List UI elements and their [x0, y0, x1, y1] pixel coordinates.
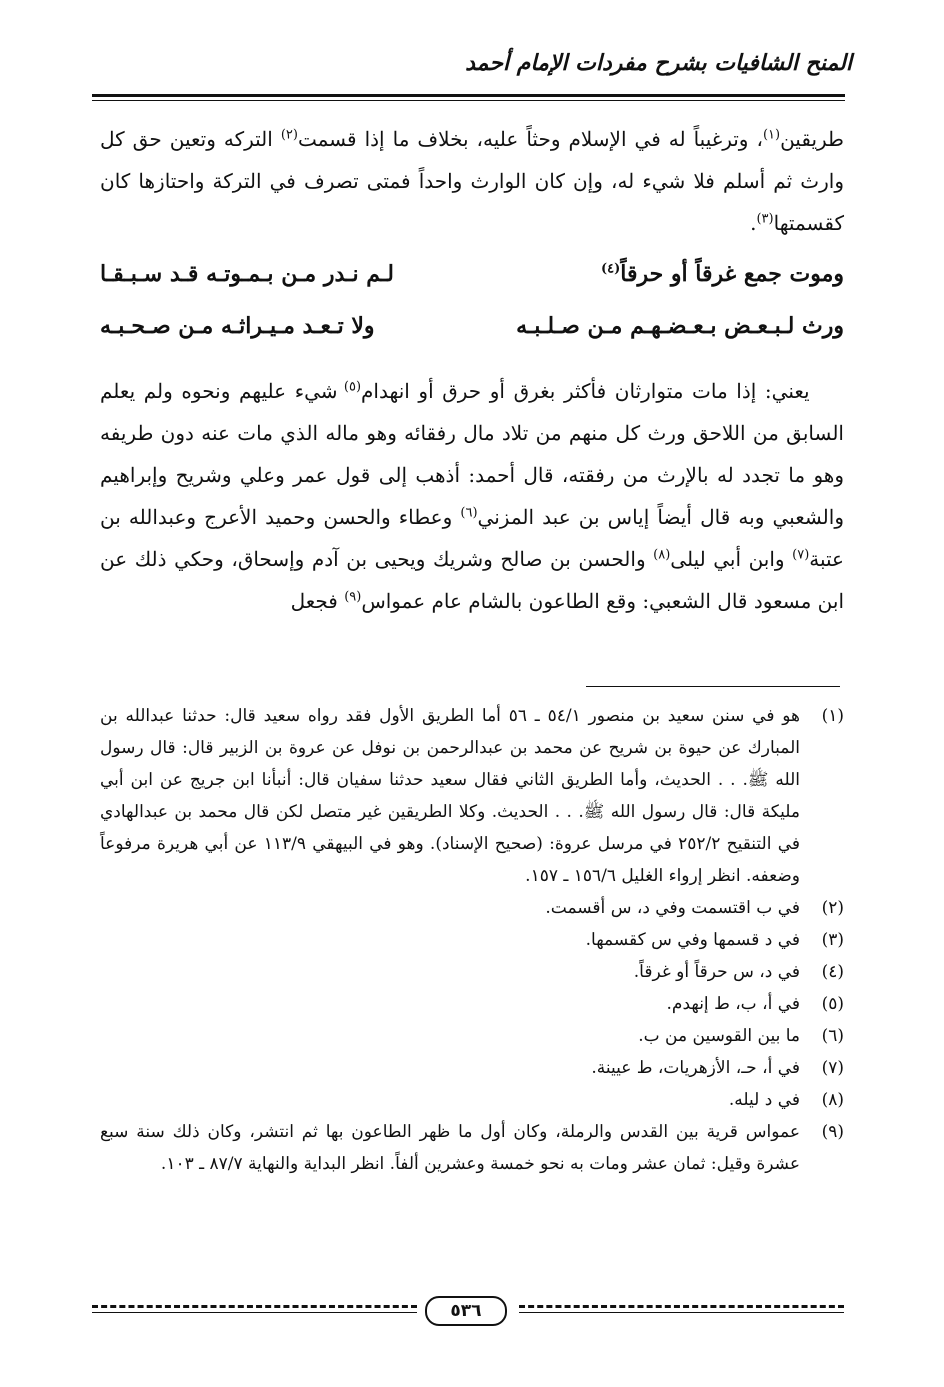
footnote-marker[interactable]: (٨) [653, 547, 671, 563]
verse-text: وموت جمع غرقاً أو حرقاً [620, 261, 844, 287]
footnote-text: في د قسمها وفي س كقسمها. [585, 930, 800, 950]
footnote-number: (٣) [821, 930, 844, 950]
footnote-marker[interactable]: (٩) [344, 589, 362, 605]
text-run: التركه وتعين حق كل وارث ثم أسلم فلا شيء له، وإن كان الوارث واحداً فمتى تصرف في التركة واحتازها كان كقسمتها [100, 127, 844, 235]
footnote-number: (٧) [821, 1058, 844, 1078]
header-rule [92, 94, 845, 97]
text-run: ، وترغيباً له في الإسلام وحثاً عليه، بخلاف ما إذا قسمت [297, 127, 763, 151]
verse-hemistich: ولا تـعـد مـيـراثـه مـن صـحـبـه [100, 313, 375, 339]
text-run: شيء عليهم ونحوه ولم يعلم السابق من اللاحق ورث كل منهم من تلاد مال رفقائه وهو ماله الذي مات عنه دون طريفه وهو ما تجدد له بالإرث من رفقته، قال أحمد: أذهب إلى قول عمر وعلي وشريح وإبراهيم والشعبي وبه قال أيضاً إياس بن عبد المزني [100, 379, 844, 529]
footnote-marker[interactable]: (٥) [343, 379, 362, 395]
footnote-number: (٨) [821, 1090, 844, 1110]
text-run: فجعل [290, 589, 345, 613]
footnote-item [100, 892, 844, 924]
text-run: وعطاء والحسن وحميد الأعرج وعبدالله بن عتبة [100, 505, 844, 571]
footnote-marker[interactable]: (١) [762, 127, 781, 143]
footnote-text: في د، س حرقاً أو غرقاً. [633, 962, 800, 982]
verse-line [100, 248, 844, 300]
footnotes [100, 700, 844, 1180]
running-header-title: المنح الشافيات بشرح مفردات الإمام أحمد [465, 50, 852, 76]
footnote-text: هو في سنن سعيد بن منصور ٥٤/١ ـ ٥٦ أما الطريق الأول فقد رواه سعيد قال: حدثنا عبدالله بن المبارك عن حيوة بن شريح عن محمد بن عبدالرحمن بن نوفل عن عروة بن الزبير قال: قال رسول الله ﷺ. . . الحديث، وأما الطريق الثاني فقال سعيد حدثنا سفيان قال: أنبأنا ابن جريج عن ابن أبي مليكة قال: قال رسول الله ﷺ. . . الحديث. وكلا الطريقين غير متصل لكن قال محمد بن عبدالهادي في التنقيح ٢٥٢/٢ في مرسل عروة: (صحيح الإسناد). وهو في البيهقي ١١٣/٩ عن أبي هريرة مرفوعاً وضعفه. انظر إرواء الغليل ١٥٦/٦ ـ ١٥٧. [100, 706, 801, 886]
footnote-item [100, 956, 844, 988]
footnote-number: (٥) [821, 994, 844, 1014]
footer-rule [92, 1312, 417, 1313]
verse-hemistich [601, 248, 844, 300]
poem-verse [100, 248, 844, 352]
text-run: والحسن بن صالح وشريك ويحيى بن آدم وإسحاق، وحكي ذلك عن ابن مسعود قال الشعبي: وقع الطاعون بالشام عام عمواس [100, 547, 844, 613]
footnote-item [100, 1052, 844, 1084]
text-run: طريقين [780, 127, 844, 151]
verse-hemistich: ورث لـبـعـض بـعـضـهـم مـن صـلـبـه [516, 313, 844, 339]
text-run: . [750, 211, 757, 235]
text-run: وابن أبي ليلى [670, 547, 793, 571]
footnote-number: (٤) [821, 962, 844, 982]
footnote-marker[interactable]: (٣) [756, 211, 774, 227]
footnote-item [100, 988, 844, 1020]
page-footer [92, 1296, 844, 1326]
footnote-marker[interactable]: (٢) [280, 127, 298, 143]
footnote-marker[interactable]: (٧) [792, 547, 810, 563]
footnote-item [100, 1020, 844, 1052]
footnote-number: (١) [821, 706, 844, 726]
footnote-number: (٩) [821, 1122, 844, 1142]
footnote-marker[interactable]: (٤) [600, 261, 621, 277]
paragraph-2 [100, 370, 844, 622]
footer-dashed-rule [92, 1305, 417, 1308]
footnote-item [100, 924, 844, 956]
footer-rule [519, 1312, 844, 1313]
footnote-item [100, 1116, 844, 1180]
footer-dashed-rule [519, 1305, 844, 1308]
footnote-separator [586, 686, 840, 687]
footnote-item [100, 700, 844, 892]
footnote-text: في أ، ب، ط إنهدم. [666, 994, 800, 1014]
footnote-number: (٢) [821, 898, 844, 918]
text-run: يعني: إذا مات متوارثان فأكثر بغرق أو حرق أو انهدام [361, 379, 810, 403]
verse-line [100, 300, 844, 352]
footnote-text: في ب اقتسمت وفي د، س أقسمت. [545, 898, 800, 918]
footnote-item [100, 1084, 844, 1116]
footnote-text: عمواس قرية بين القدس والرملة، وكان أول ما ظهر الطاعون بها ثم انتشر، وكان ذلك سنة سبع عشرة وقيل: ثمان عشر ومات به نحو خمسة وعشرين ألفاً. انظر البداية والنهاية ٨٧/٧ ـ ١٠٣. [100, 1122, 800, 1174]
footnote-text: في د ليله. [728, 1090, 800, 1110]
verse-hemistich: لـم نـدر مـن بـمـوتـه قـد سـبـقـا [100, 261, 395, 287]
page-number: ٥٣٦ [425, 1296, 507, 1326]
footnote-text: ما بين القوسين من ب. [638, 1026, 800, 1046]
footnote-marker[interactable]: (٦) [460, 505, 478, 521]
footnote-text: في أ، حـ، الأزهريات، ط عيينة. [591, 1058, 800, 1078]
paragraph-1 [100, 118, 844, 244]
header-rule-thin [92, 100, 845, 101]
footnote-number: (٦) [821, 1026, 844, 1046]
